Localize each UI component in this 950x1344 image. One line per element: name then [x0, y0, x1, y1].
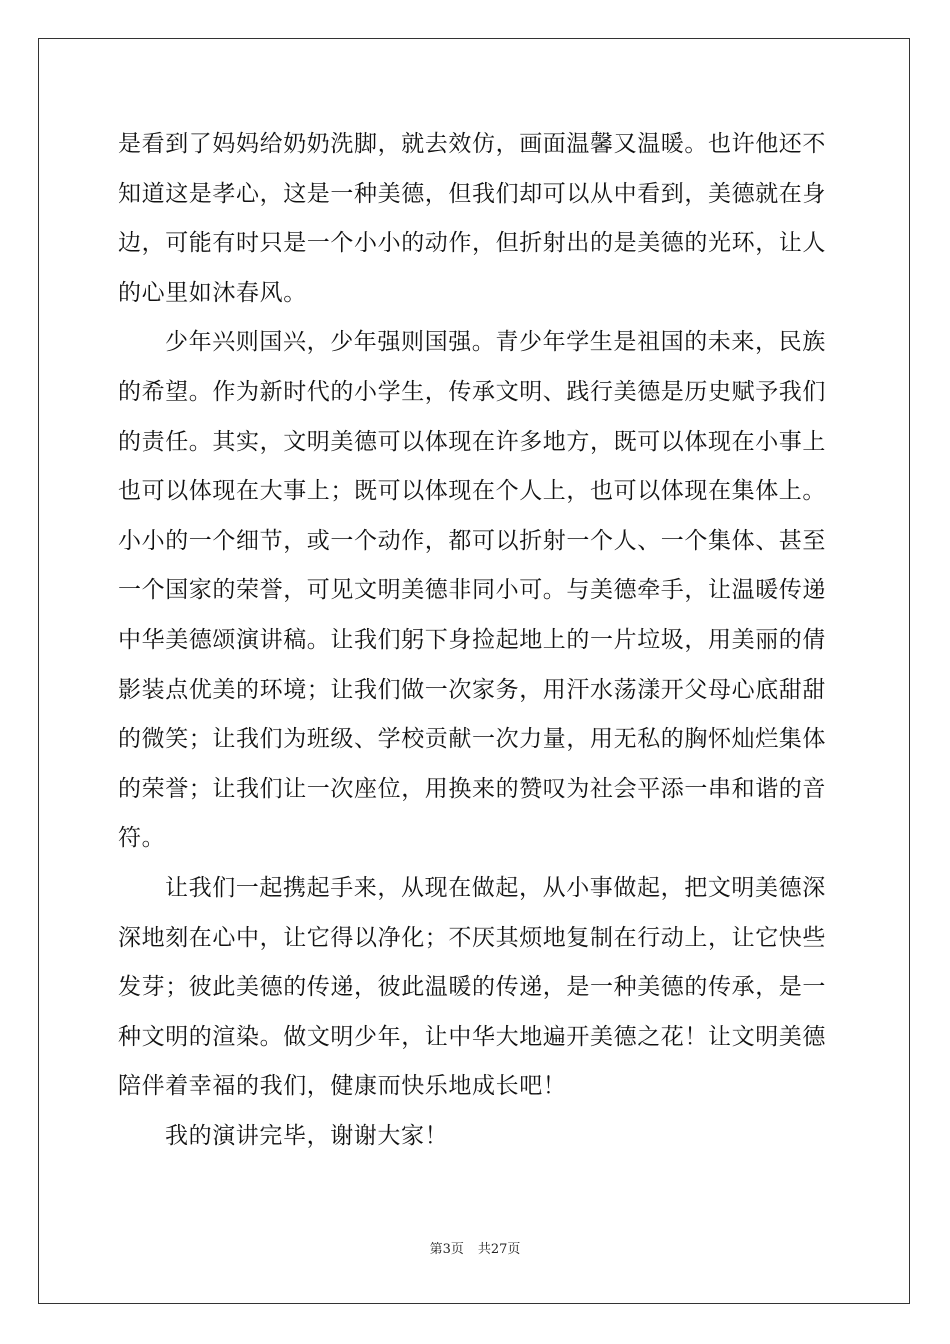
paragraph-first-line: 让我们一起携起手来，从现在做起，从小事做起，把文明美德深 [165, 874, 826, 901]
text-line: 的责任。其实，文明美德可以体现在许多地方，既可以体现在小事上 [118, 428, 826, 455]
text-line: 也可以体现在大事上；既可以体现在个人上，也可以体现在集体上。 [118, 478, 826, 505]
text-line: 知道这是孝心，这是一种美德，但我们却可以从中看到，美德就在身 [118, 180, 826, 207]
page-footer [0, 1242, 950, 1258]
text-line: 小小的一个细节，或一个动作，都可以折射一个人、一个集体、甚至 [118, 527, 826, 554]
paragraph-first-line: 我的演讲完毕，谢谢大家！ [165, 1122, 449, 1149]
text-line: 一个国家的荣誉，可见文明美德非同小可。与美德牵手，让温暖传递 [118, 577, 826, 604]
paragraph-first-line: 少年兴则国兴，少年强则国强。青少年学生是祖国的未来，民族 [165, 329, 826, 356]
text-line: 的荣誉；让我们让一次座位，用换来的赞叹为社会平添一串和谐的音 [118, 775, 826, 802]
text-line: 影装点优美的环境；让我们做一次家务，用汗水荡漾开父母心底甜甜 [118, 676, 826, 703]
text-line: 种文明的渲染。做文明少年，让中华大地遍开美德之花！让文明美德 [118, 1023, 826, 1050]
text-line: 中华美德颂演讲稿。让我们躬下身捡起地上的一片垃圾，用美丽的倩 [118, 626, 826, 653]
text-line: 陪伴着幸福的我们，健康而快乐地成长吧！ [118, 1073, 567, 1100]
document-body [118, 120, 834, 1161]
page-total: 共27页 [477, 1242, 521, 1257]
text-line: 的微笑；让我们为班级、学校贡献一次力量，用无私的胸怀灿烂集体 [118, 726, 826, 753]
text-line: 是看到了妈妈给奶奶洗脚，就去效仿，画面温馨又温暖。也许他还不 [118, 131, 826, 157]
text-line: 边，可能有时只是一个小小的动作，但折射出的是美德的光环，让人 [118, 230, 826, 257]
text-line: 发芽；彼此美德的传递，彼此温暖的传递，是一种美德的传承，是一 [118, 974, 826, 1001]
page-number: 第3页 [429, 1242, 464, 1257]
text-line: 深地刻在心中，让它得以净化；不厌其烦地复制在行动上，让它快些 [118, 924, 826, 951]
text-line: 符。 [118, 825, 166, 852]
text-line: 的心里如沐春风。 [118, 279, 307, 306]
text-line: 的希望。作为新时代的小学生，传承文明、践行美德是历史赋予我们 [118, 378, 826, 405]
